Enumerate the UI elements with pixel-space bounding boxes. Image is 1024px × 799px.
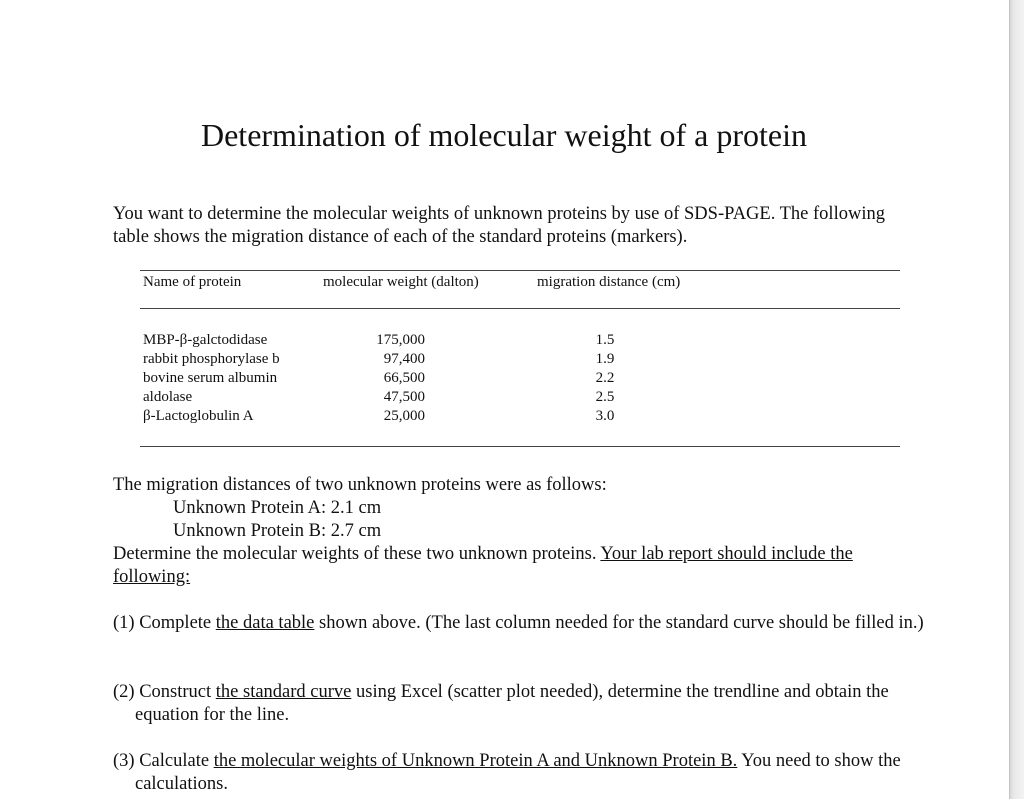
requirement-2-underlined: the standard curve [215, 682, 352, 702]
viewer-edge [1009, 0, 1024, 799]
requirement-2-suffix: using Excel (scatter plot needed), determine the trendline and obtain the equation for the line. [135, 682, 889, 725]
table-cell-weight: 175,000 [376, 332, 425, 348]
header-molecular-weight: molecular weight (dalton) [323, 274, 479, 290]
protein-name-column [143, 331, 323, 426]
table-cell-distance: 2.5 [595, 389, 615, 405]
table-cell-name: aldolase [143, 389, 193, 405]
determine-text: Determine the molecular weights of these two unknown proteins. [113, 544, 601, 564]
table-cell-weight: 66,500 [383, 370, 425, 386]
table-cell-distance: 2.2 [595, 370, 615, 386]
requirement-1-suffix: shown above. (The last column needed for the standard curve should be filled in.) [314, 613, 924, 633]
requirement-2 [113, 681, 925, 727]
intro-paragraph: You want to determine the molecular weights of unknown proteins by use of SDS-PAGE. The following table shows the migration distance of each of the standard proteins (markers). [113, 204, 885, 247]
migration-distance-column [580, 331, 630, 426]
header-migration-distance: migration distance (cm) [537, 274, 681, 290]
table-cell-distance: 1.9 [595, 351, 615, 367]
report-requirements: Your lab report should include the following: [113, 544, 853, 587]
table-cell-name: rabbit phosphorylase b [143, 351, 280, 367]
header-name: Name of protein [143, 274, 242, 290]
unknown-protein-b: Unknown Protein B: 2.7 cm [173, 521, 382, 541]
table-header-rule [140, 308, 900, 309]
table-cell-weight: 47,500 [383, 389, 425, 405]
unknown-protein-a: Unknown Protein A: 2.1 cm [173, 498, 382, 518]
unknowns-intro: The migration distances of two unknown proteins were as follows: [113, 475, 607, 495]
table-cell-weight: 25,000 [383, 408, 425, 424]
table-cell-weight: 97,400 [383, 351, 425, 367]
page-title: Determination of molecular weight of a protein [200, 117, 807, 153]
table-cell-name: bovine serum albumin [143, 370, 278, 386]
requirement-1 [113, 612, 925, 635]
table-cell-name: MBP-β-galctodidase [143, 332, 268, 348]
determine-paragraph [113, 543, 903, 589]
table-cell-name: β-Lactoglobulin A [143, 408, 254, 424]
table-bottom-rule [140, 446, 900, 447]
requirement-3-prefix: (3) Calculate [113, 751, 214, 771]
table-cell-distance: 1.5 [595, 332, 615, 348]
requirement-3-suffix: You need to show the calculations. [135, 751, 901, 794]
requirement-1-underlined: the data table [215, 613, 315, 633]
requirement-3-underlined: the molecular weights of Unknown Protein A and Unknown Protein B. [213, 751, 738, 771]
table-cell-distance: 3.0 [595, 408, 615, 424]
molecular-weight-column [355, 331, 425, 426]
table-top-rule [140, 270, 900, 271]
requirement-1-prefix: (1) Complete [113, 613, 216, 633]
requirement-2-prefix: (2) Construct [113, 682, 216, 702]
requirement-3 [113, 750, 925, 796]
